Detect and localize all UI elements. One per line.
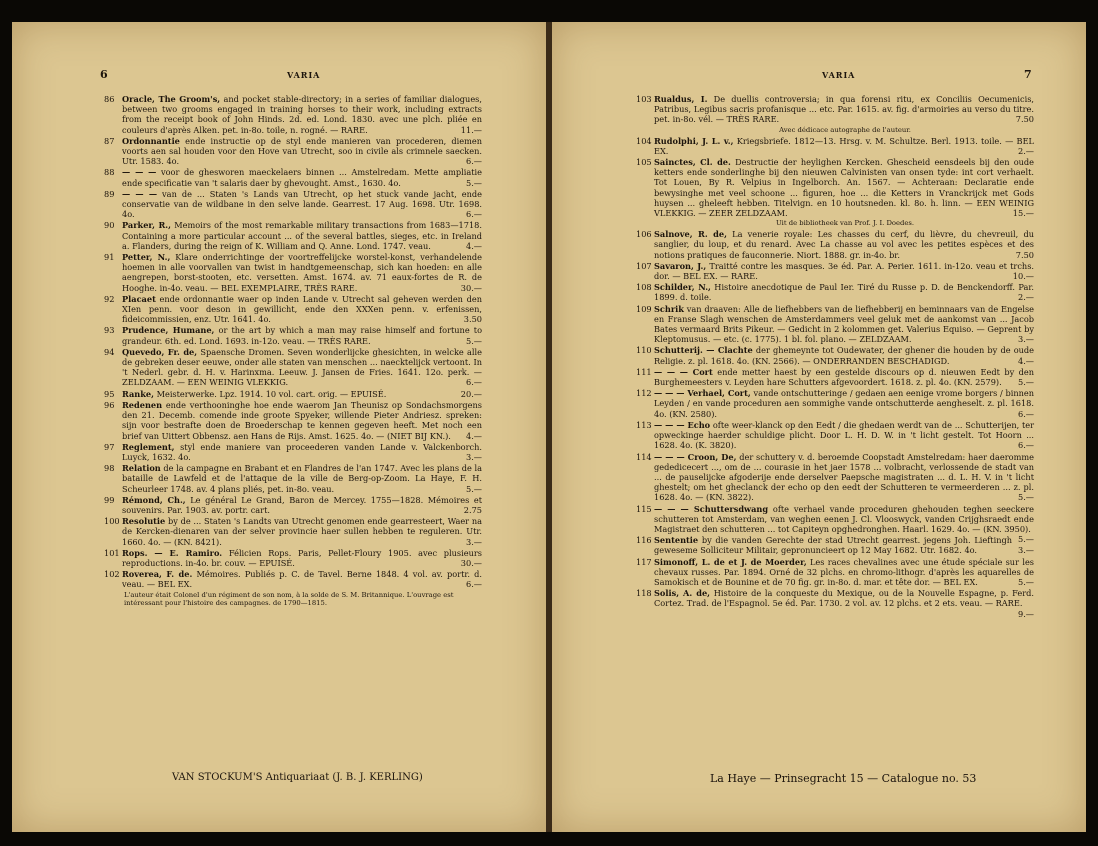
entry-number: 106 — [636, 229, 652, 240]
catalogue-entry — [636, 94, 1034, 125]
entry-heading: Relation — [122, 463, 161, 474]
catalogue-entry — [104, 252, 482, 293]
catalogue-entry — [104, 167, 482, 187]
entry-note: L'auteur était Colonel d'un régiment de son nom, à la solde de S. M. Britannique. L'ouvrage est intéressant pour l'histoire des campagnes. de 1790—1815. — [124, 590, 454, 607]
entry-heading: Reglement, — [122, 441, 175, 452]
entry-text: van draaven: Alle de liefhebbers van de liefhebberij en beminnaars van de Engelse en Franse Slagh wenschen de Amsterdammers veel geluk met de aankomst van ... Jacob Bates vermaard Brits Pikeur. — Gedicht in 2 kolommen get. Valerius Equiso. — Geprent by Kleptomusus. — etc. (c. 1775). 1 bl. fol. plano. — ZELDZAAM. — [654, 303, 1034, 345]
entry-text: der schuttery v. d. beroemde Coopstadt Amstelredam: haer daeromme gededicecert ..., om de ... courasie in het jaer 1578 ... volbracht, verlossende de stadt van ... de pauselijcke afgoderije ende derselver Paepsche magistraten ... d. L. H. V. in 't licht ghestelt; om het gheclanck der echo op den eedt der Schutteren te vermeerderen ... z. pl. 1628. 4o. — (KN. 3822). — [654, 451, 1034, 503]
entry-price: 10.— — [1012, 271, 1034, 282]
catalogue-entry — [104, 400, 482, 441]
catalogue-entry — [104, 347, 482, 388]
entry-number: 88 — [104, 167, 115, 178]
entry-number: 108 — [636, 282, 652, 293]
catalogue-entry — [636, 588, 1034, 619]
catalogue-entry — [104, 325, 482, 345]
entry-price: 7.50 — [1015, 249, 1034, 260]
catalogue-entry — [104, 548, 482, 568]
entry-heading: Petter, N., — [122, 252, 171, 263]
catalogue-entry — [636, 261, 1034, 281]
entry-price: 5.— — [1018, 576, 1034, 587]
entry-number: 114 — [636, 451, 652, 462]
entry-text: vande ontschutteringe / gedaen aen eenige vrome borgers / binnen Leyden / en vande proceduren aen sommighe vande ontschutterde aengheselt. z. pl. 1618. 4o. (KN. 2580). — [654, 388, 1034, 419]
entry-text: Traitté contre les masques. 3e éd. Par. A. Perier. 1611. in-12o. veau et trchs. dor. — BEL EX. — RARE. — [654, 260, 1034, 282]
entry-number: 103 — [636, 94, 652, 104]
catalogue-entry — [636, 136, 1034, 156]
running-head: VARIA — [822, 70, 856, 80]
entry-price: 4.— — [1018, 355, 1034, 366]
entry-price: 30.— — [460, 557, 482, 568]
entry-number: 98 — [104, 463, 115, 474]
entry-price: 6.— — [466, 156, 482, 167]
entry-text: Histoire anecdotique de Paul Ier. Tiré du Russe p. D. de Benckendorff. Par. 1899. d. toile. — [654, 282, 1034, 303]
entry-number: 96 — [104, 399, 115, 410]
entry-heading: Schutterij. — Clachte — [654, 345, 753, 356]
entry-price: 6.— — [466, 377, 482, 388]
entry-number: 87 — [104, 135, 115, 146]
entry-text: ende ordonnantie waer op inden Lande v. Utrecht sal geheven werden den XIen penn. voor deson in gewillicht, ende den XXXen penn. v. erfenissen, fideicommissien, enz. Utr. 1641. 4o. — [122, 293, 482, 325]
catalogue-spread — [12, 22, 1086, 832]
entry-text: voor de ghesworen maeckelaers binnen ... Amstelredam. Mette ampliatie ende specificatie van 't salaris daer by ghevought. Amst., 1630. 4o. — [122, 167, 482, 188]
entry-number: 90 — [104, 220, 115, 231]
entry-price: 20.— — [460, 388, 482, 399]
entry-heading: Savaron, J., — [654, 260, 707, 271]
entry-number: 115 — [636, 503, 652, 514]
entry-heading: Quevedo, Fr. de, — [122, 346, 198, 357]
entry-number: 91 — [104, 252, 115, 263]
entry-number: 95 — [104, 388, 115, 399]
entry-text: Kriegsbriefe. 1812—13. Hrsg. v. M. Schultze. Berl. 1913. toile. — BEL EX. — [654, 135, 1034, 156]
entry-text: ende verthooninghe hoe ende waerom Jan Theunisz op Sondachsmorgens den 21. Decemb. comende inde groote Spyeker, willende Pieter Andriesz. spreken: sijn voor bestrafte doen de Broederschap te kennen gegeven heeft. Met noch een brief van Uittert Obbensz. aen Hans de Rijs. Amst. 1625. 4o. — (NIET BIJ KN.). — [122, 399, 482, 441]
entry-text: De duellis controversia; in qua forensi ritu, ex Conciliis Oecumenicis, Patribus, Legibus sacris profanisque ... etc. Par. 1615. av. fig. d'armoiries au verso du titre. pet. in-8o. vél. — TRÈS RARE. — [654, 94, 1034, 125]
entry-price: 15.— — [1012, 208, 1034, 219]
entry-number: 104 — [636, 135, 652, 146]
entry-text: by die vanden Gerechte der stad Utrecht gearrest. jegens Joh. Lieftingh geweseme Solliciteur Militair, gepronuncieert op 12 May 1682. Utr. 1682. 4o. — [654, 535, 1012, 556]
entry-text: de la campagne en Brabant et en Flandres de l'an 1747. Avec les plans de la bataille de Lawfeld et de l'attaque de la ville de Berg-op-Zoom. La Haye, F. H. Scheurleer 1748. av. 4 plans pliés, pet. in-8o. veau. — [122, 463, 482, 494]
entry-heading: Solis, A. de, — [654, 588, 711, 599]
catalogue-entry — [636, 420, 1034, 451]
catalogue-entry — [104, 516, 482, 547]
entry-number: 112 — [636, 388, 652, 399]
entry-text: der ghemeynte tot Oudewater, der ghener die houden by de oude Religie. z. pl. 1618. 4o. (KN. 2566). — ONDERRANDEN BESCHADIGD. — [654, 345, 1034, 366]
entry-list — [636, 94, 1034, 619]
entry-number: 97 — [104, 441, 115, 452]
entry-note: Avec dédicace autographe de l'auteur. — [779, 125, 911, 134]
entry-price: 11.— — [460, 124, 482, 135]
entry-heading: Redenen — [122, 399, 163, 410]
catalogue-entry — [104, 495, 482, 515]
entry-text: Klare onderrichtinge der voortreffelijcke worstel-konst, verhandelende hoemen in alle voorvallen van twist in handtgemeenschap, sich kan hoeden: en alle aengrepen, borst-stooten, etc. versetten. Amst. 1674. av. 71 eaux-fortes de R. de Hooghe. in-4o. veau. — BEL EXEMPLAIRE, TRÈS RARE. — [122, 252, 482, 293]
entry-price: 5.— — [1018, 377, 1034, 388]
catalogue-entry — [636, 535, 1034, 555]
catalogue-entry — [104, 442, 482, 462]
entry-heading: Simonoff, L. de et J. de Moerder, — [654, 556, 807, 567]
catalogue-entry — [104, 136, 482, 167]
entry-number: 101 — [104, 547, 120, 558]
entry-price: 3.— — [1018, 334, 1034, 345]
entry-price: 4.— — [466, 430, 482, 441]
entry-price: 5.— — [466, 177, 482, 188]
entry-number: 116 — [636, 535, 652, 546]
entry-heading: Ranke, — [122, 388, 154, 399]
entry-heading: Rudolphi, J. L. v., — [654, 135, 734, 146]
entry-list — [104, 94, 482, 609]
entry-text: ende metter haest by een gestelde discours op d. nieuwen Eedt by den Burghemeesters v. Leyden hare Schutters afgevoordert. 1618. z. pl. 4o. (KN. 2579). — [654, 366, 1035, 388]
catalogue-entry — [636, 367, 1034, 387]
entry-price: 2.— — [1018, 292, 1034, 303]
catalogue-entry — [104, 94, 482, 135]
entry-heading: Prudence, Humane, — [122, 325, 215, 336]
entry-number: 110 — [636, 345, 652, 356]
entry-text: or the art by which a man may raise himself and fortune to grandeur. 6th. ed. Lond. 1693. in-12o. veau. — TRÈS RARE. — [122, 325, 483, 346]
entry-price: 2.— — [1018, 145, 1034, 156]
entry-heading: Oracle, The Groom's, — [122, 94, 221, 104]
entry-number: 89 — [104, 188, 115, 199]
entry-heading: — — — Cort — [654, 366, 713, 377]
entry-heading: Roverea, F. de. — [122, 569, 193, 580]
entry-number: 109 — [636, 303, 652, 314]
entry-number: 102 — [104, 569, 120, 580]
entry-number: 118 — [636, 588, 652, 599]
entry-text: styl ende maniere van proceederen vanden Lande v. Valckenborch. Luyck, 1632. 4o. — [122, 441, 482, 462]
left-page — [12, 22, 546, 832]
entry-heading: Rémond, Ch., — [122, 494, 186, 505]
entry-heading: Rops. — E. Ramiro. — [122, 547, 223, 558]
entry-heading: — — — Verhael, Cort, — [654, 388, 751, 399]
catalogue-entry — [636, 388, 1034, 419]
catalogue-entry — [636, 282, 1034, 302]
entry-price: 6.— — [1018, 440, 1034, 451]
entry-text: by de ... Staten 's Landts van Utrecht genomen ende gearresteert, Waer na de Kercken-dienaren van der selver provincie haer sullen hebben te reguleren. Utr. 1660. 4o. — (KN. 8421). — [122, 516, 482, 547]
entry-number: 113 — [636, 419, 652, 430]
entry-text: Memoirs of the most remarkable military transactions from 1683—1718. Containing a more particular account ... of the several battles, sieges, etc. in Ireland a. Flanders, during the reign of K. William and Q. Anne. Lond. 1747. veau. — [122, 220, 482, 251]
entry-note: Uit de bibliotheek van Prof. J. I. Doedes. — [775, 219, 915, 228]
entry-number: 92 — [104, 293, 115, 304]
entry-text: ofte verhael vande proceduren ghehouden teghen seeckere schutteren tot Amsterdam, van weghen eenen J. Cl. Vlooswyck, vanden Crijghsraedt ende Magistraet den schutteren ... tot Capiteyn opghedronghen. Haarl. 1629. 4o. — (KN. 3950). — [654, 503, 1034, 534]
catalogue-entry — [104, 389, 482, 399]
entry-heading: Parker, R., — [122, 220, 171, 231]
entry-price: 9.— — [1018, 608, 1034, 619]
entry-price: 5.— — [466, 483, 482, 494]
entry-number: 99 — [104, 494, 115, 505]
entry-number: 100 — [104, 516, 120, 527]
catalogue-entry — [636, 345, 1034, 365]
entry-heading: — — — Echo — [654, 419, 711, 430]
right-page — [552, 22, 1086, 832]
entry-price: 6.— — [466, 579, 482, 590]
catalogue-entry — [636, 157, 1034, 218]
catalogue-entry — [636, 229, 1034, 260]
entry-heading: Schrik — [654, 303, 684, 314]
entry-text: Meisterwerke. Lpz. 1914. 10 vol. cart. orig. — EPUISÉ. — [153, 388, 387, 399]
entry-heading: Sententie — [654, 535, 699, 546]
entry-price: 30.— — [460, 282, 482, 293]
entry-text: van de ... Staten 's Lands van Utrecht, op het stuck vande jacht, ende conservatie van de wildbane in den selve lande. Gearrest. 17 Aug. 1698. Utr. 1698. 4o. — [122, 188, 482, 220]
catalogue-entry — [104, 569, 482, 589]
catalogue-entry — [636, 452, 1034, 503]
entry-text: Mémoires. Publiés p. C. de Tavel. Berne 1848. 4 vol. av. portr. d. veau. — BEL EX. — [122, 569, 483, 590]
entry-text: Félicien Rops. Paris, Pellet-Floury 1905. avec plusieurs reproductions. in-4o. br. couv. — EPUISÉ. — [122, 547, 482, 568]
page-footer: VAN STOCKUM'S Antiquariaat (J. B. J. KERLING) — [172, 772, 423, 783]
entry-text: Histoire de la conqueste du Mexique, ou de la Nouvelle Espagne, p. Ferd. Cortez. Trad. de l'Espagnol. 5e éd. Par. 1730. 2 vol. av. 12 plchs. et 2 ets. veau. — RARE. — [654, 588, 1034, 609]
entry-heading: Placaet — [122, 293, 156, 304]
entry-number: 107 — [636, 260, 652, 271]
entry-number: 111 — [636, 366, 652, 377]
entry-heading: Schilder, N., — [654, 282, 711, 293]
entry-heading: Ordonnantie — [122, 135, 180, 146]
page-number: 6 — [100, 68, 108, 81]
entry-heading: — — — — [122, 188, 158, 199]
entry-price: 6.— — [1018, 408, 1034, 419]
entry-price: 5.— — [1018, 492, 1034, 503]
catalogue-entry — [104, 220, 482, 251]
entry-price: 6.— — [466, 209, 482, 220]
catalogue-entry — [104, 463, 482, 494]
entry-text: Le général Le Grand, Baron de Mercey. 1755—1828. Mémoires et souvenirs. Par. 1903. av. portr. cart. — [122, 494, 483, 515]
entry-price: 5.— — [466, 335, 482, 346]
entry-text: Spaensche Dromen. Seven wonderlijcke ghesichten, in welcke alle de gebreken deser eeuwe, onder alle staten van menschen ... naecktelijck vertoont. In 't Nederl. gebr. d. H. v. Harinxma. Leeuw. J. Jansen de Fries. 1641. 12o. perk. — ZELDZAAM. — EEN WEINIG VLEKKIG. — [122, 346, 482, 388]
entry-heading: Salnove, R. de, — [654, 229, 727, 240]
entry-text: Les races chevalines avec une étude spéciale sur les chevaux russes. Par. 1894. Orné de 32 plchs. en chromo-lithogr. d'après les aquarelles de Samokisch et de Bounine et de 70 fig. gr. in-8o. d. mar. et tête dor. — BEL EX. — [654, 556, 1034, 587]
entry-price: 5.— — [1018, 534, 1034, 545]
entry-heading: — — — Schuttersdwang — [654, 503, 769, 514]
entry-price: 2.75 — [463, 504, 482, 515]
entry-heading: Resolutie — [122, 516, 166, 527]
catalogue-entry — [636, 304, 1034, 345]
entry-heading: Rualdus, I. — [654, 94, 708, 104]
entry-price: 7.50 — [1015, 114, 1034, 125]
entry-number: 93 — [104, 325, 115, 336]
entry-number: 94 — [104, 346, 115, 357]
catalogue-entry — [636, 557, 1034, 588]
entry-price: 3.50 — [463, 314, 482, 325]
entry-number: 86 — [104, 94, 115, 104]
running-head: VARIA — [287, 70, 321, 80]
entry-text: La venerie royale: Les chasses du cerf, du lièvre, du chevreuil, du sanglier, du loup, et du renard. Avec La chasse au vol avec les petites espèces et des notions pratiques de fauconnerie. Niort. 1888. gr. in-4o. br. — [654, 229, 1034, 260]
entry-price: 3.— — [466, 536, 482, 547]
entry-number: 117 — [636, 556, 652, 567]
entry-number: 105 — [636, 157, 652, 168]
entry-heading: — — — Croon, De, — [654, 451, 737, 462]
entry-text: ende instructie op de styl ende manieren van procederen, diemen voorts aen sal houden voor den Hove van Utrecht, soo in civile als crimnele saecken. Utr. 1583. 4o. — [122, 135, 482, 167]
entry-price: 3.— — [1018, 545, 1034, 556]
entry-text: Destructie der heylighen Kercken. Ghescheid eensdeels bij den oude ketters ende sonderlinghe bij den nieuwen Calvinisten van onsen tyde: int cort verhaelt. Tot Louen, By R. Velpius in Ingelborch. An. 1567. — Achteraan: Declaratie ende bewysinghe met veel schoone ... figuren, hoe ... die Ketters in Vranckrijck met Gods huysen ... gheleeft hebben. Titelvign. en 10 houtsneden. kl. 8o. h. linn. — EEN WEINIG VLEKKIG. — ZEER ZELDZAAM. — [654, 157, 1034, 219]
page-number: 7 — [1024, 68, 1032, 81]
catalogue-entry — [104, 189, 482, 220]
entry-heading: Sainctes, Cl. de. — [654, 157, 731, 168]
entry-heading: — — — — [122, 167, 157, 178]
entry-price: 3.— — [466, 451, 482, 462]
entry-text: and pocket stable-directory; in a series of familiar dialogues, between two grooms engaged in training horses to their work, including extracts from the receipt book of John Hinds. 2d. ed. Lond. 1830. avec une plch. pliée en couleurs d'après Alken. pet. in-8o. toile, n. rogné. — RARE. — [122, 94, 482, 135]
page-footer: La Haye — Prinsegracht 15 — Catalogue no. 53 — [710, 772, 977, 785]
entry-text: ofte weer-klanck op den Eedt / die ghedaen werdt van de ... Schutterijen, ter opweckinge haerder schuldige plicht. Door L. H. D. W. in 't licht gestelt. Tot Hoorn ... 1628. 4o. (K. 3820). — [654, 419, 1034, 451]
catalogue-entry — [104, 294, 482, 325]
entry-price: 4.— — [466, 240, 482, 251]
